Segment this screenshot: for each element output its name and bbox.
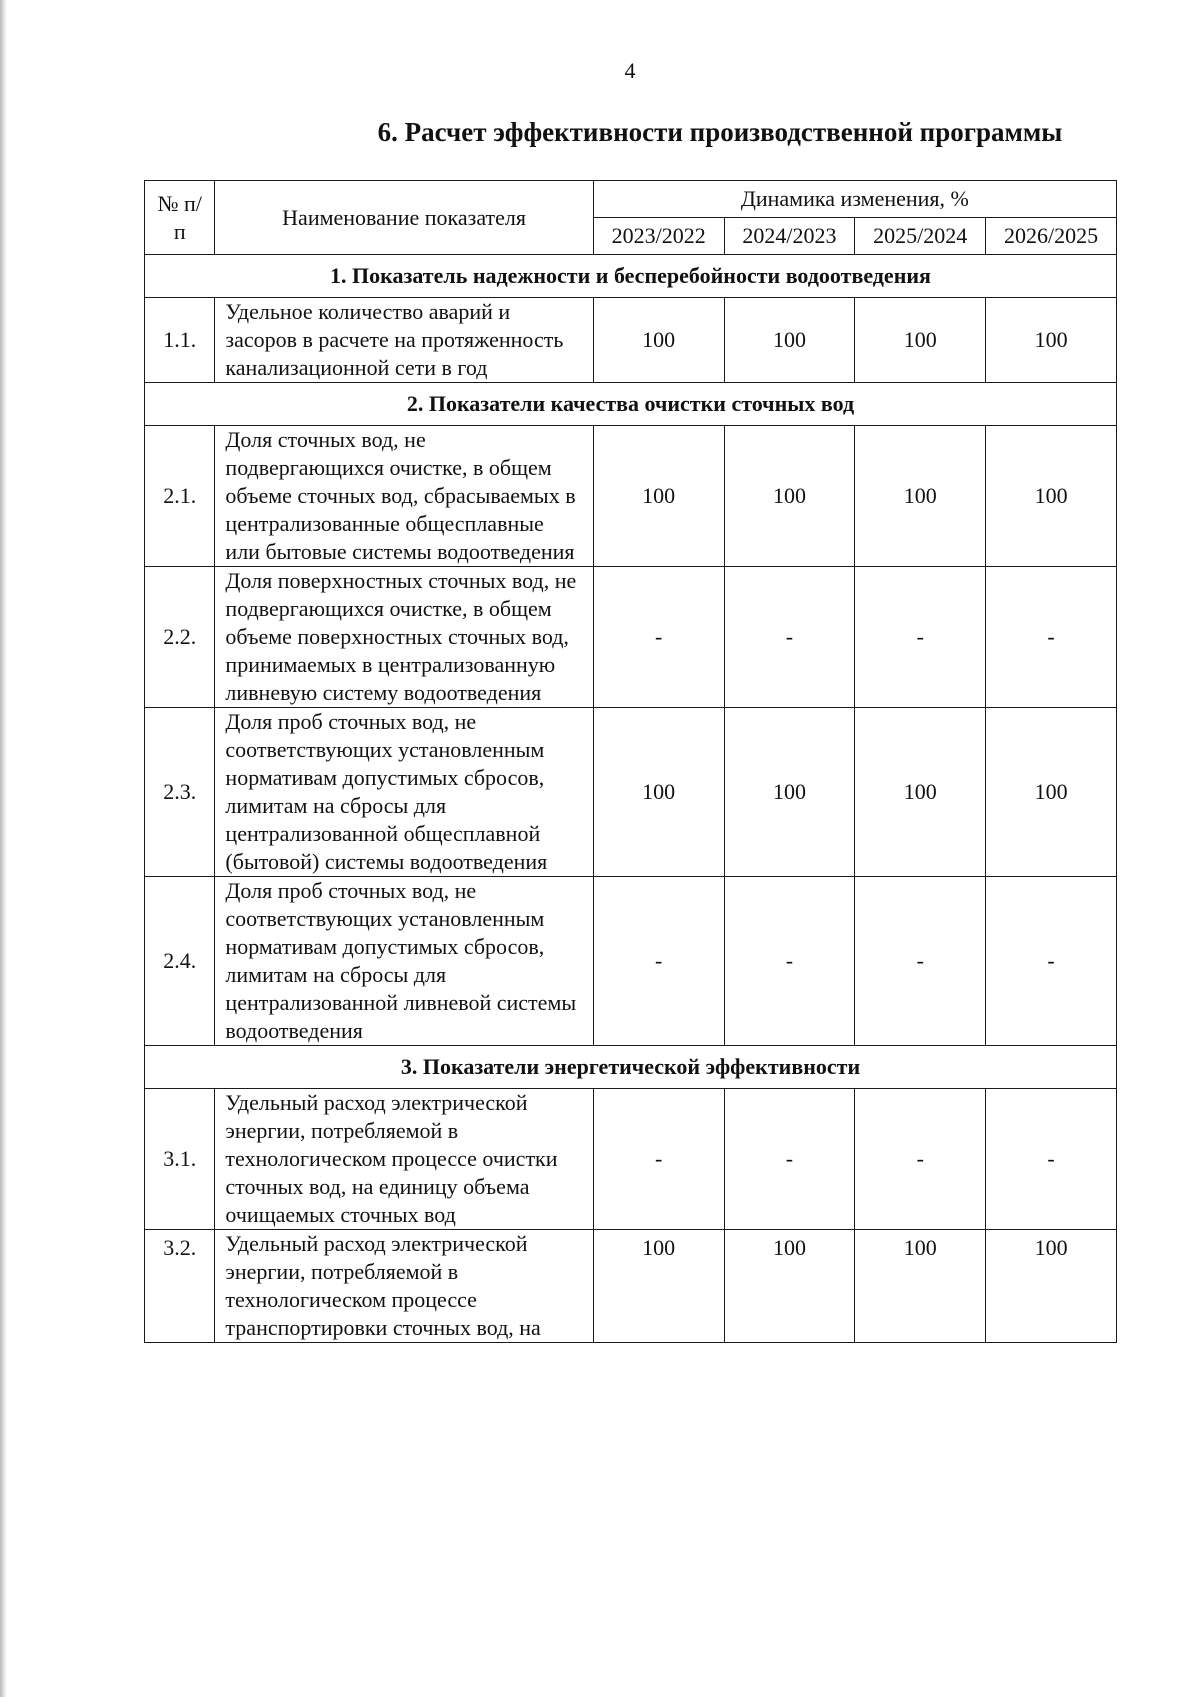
indicator-name: Удельное количество аварий и засоров в расчете на протяженность канализационной сети в год: [215, 298, 593, 383]
value-cell: 100: [724, 298, 855, 383]
column-header-number: № п/п: [145, 181, 215, 255]
column-header-year: 2026/2025: [986, 218, 1117, 255]
row-number: 2.2.: [145, 567, 215, 708]
efficiency-table: [144, 180, 1117, 1343]
value-cell: -: [855, 567, 986, 708]
value-cell: -: [593, 1089, 724, 1230]
column-header-year: 2023/2022: [593, 218, 724, 255]
section-row: [145, 255, 1117, 298]
value-cell: 100: [986, 298, 1117, 383]
page-title: 6. Расчет эффективности производственной программы: [377, 117, 1063, 147]
indicator-name: Доля сточных вод, не подвергающихся очистке, в общем объеме сточных вод, сбрасываемых в централизованные общесплавные или бытовые системы водоотведения: [215, 426, 593, 567]
table-row: [145, 426, 1117, 567]
column-header-name: Наименование показателя: [215, 181, 593, 255]
section-title: 1. Показатель надежности и бесперебойности водоотведения: [145, 255, 1117, 298]
section-row: [145, 1046, 1117, 1089]
page-number: 4: [624, 58, 636, 83]
indicator-name: Доля проб сточных вод, не соответствующих установленным нормативам допустимых сбросов, лимитам на сбросы для централизованной ливневой системы водоотведения: [215, 877, 593, 1046]
value-cell: -: [986, 877, 1117, 1046]
value-cell: 100: [593, 298, 724, 383]
value-cell: 100: [593, 708, 724, 877]
value-cell: -: [986, 567, 1117, 708]
indicator-name: Доля поверхностных сточных вод, не подвергающихся очистке, в общем объеме поверхностных сточных вод, принимаемых в централизованную ливневую систему водоотведения: [215, 567, 593, 708]
value-cell: 100: [724, 1230, 855, 1343]
section-title: 2. Показатели качества очистки сточных вод: [145, 383, 1117, 426]
value-cell: 100: [724, 426, 855, 567]
value-cell: 100: [855, 298, 986, 383]
value-cell: -: [593, 877, 724, 1046]
column-header-year: 2025/2024: [855, 218, 986, 255]
column-header-year: 2024/2023: [724, 218, 855, 255]
row-number: 3.2.: [145, 1230, 215, 1343]
value-cell: 100: [855, 426, 986, 567]
table-row: [145, 877, 1117, 1046]
value-cell: -: [855, 1089, 986, 1230]
table-row: [145, 1230, 1117, 1343]
value-cell: 100: [986, 708, 1117, 877]
indicator-name: Удельный расход электрической энергии, потребляемой в технологическом процессе транспортировки сточных вод, на: [215, 1230, 593, 1343]
value-cell: -: [986, 1089, 1117, 1230]
value-cell: -: [724, 877, 855, 1046]
table-row: [145, 567, 1117, 708]
section-row: [145, 383, 1117, 426]
section-title: 3. Показатели энергетической эффективности: [145, 1046, 1117, 1089]
table-row: [145, 298, 1117, 383]
row-number: 2.3.: [145, 708, 215, 877]
value-cell: 100: [986, 1230, 1117, 1343]
row-number: 1.1.: [145, 298, 215, 383]
table-header-row: [145, 181, 1117, 218]
table-row: [145, 1089, 1117, 1230]
row-number: 3.1.: [145, 1089, 215, 1230]
table-row: [145, 708, 1117, 877]
value-cell: -: [724, 567, 855, 708]
value-cell: -: [724, 1089, 855, 1230]
value-cell: 100: [855, 708, 986, 877]
indicator-name: Удельный расход электрической энергии, потребляемой в технологическом процессе очистки сточных вод, на единицу объема очищаемых сточных вод: [215, 1089, 593, 1230]
value-cell: 100: [593, 1230, 724, 1343]
value-cell: 100: [724, 708, 855, 877]
value-cell: 100: [986, 426, 1117, 567]
value-cell: 100: [593, 426, 724, 567]
row-number: 2.4.: [145, 877, 215, 1046]
scan-edge-shadow: [0, 0, 7, 1697]
row-number: 2.1.: [145, 426, 215, 567]
value-cell: -: [593, 567, 724, 708]
column-header-dynamics: Динамика изменения, %: [593, 181, 1116, 218]
value-cell: 100: [855, 1230, 986, 1343]
indicator-name: Доля проб сточных вод, не соответствующих установленным нормативам допустимых сбросов, лимитам на сбросы для централизованной общесплавной (бытовой) системы водоотведения: [215, 708, 593, 877]
value-cell: -: [855, 877, 986, 1046]
